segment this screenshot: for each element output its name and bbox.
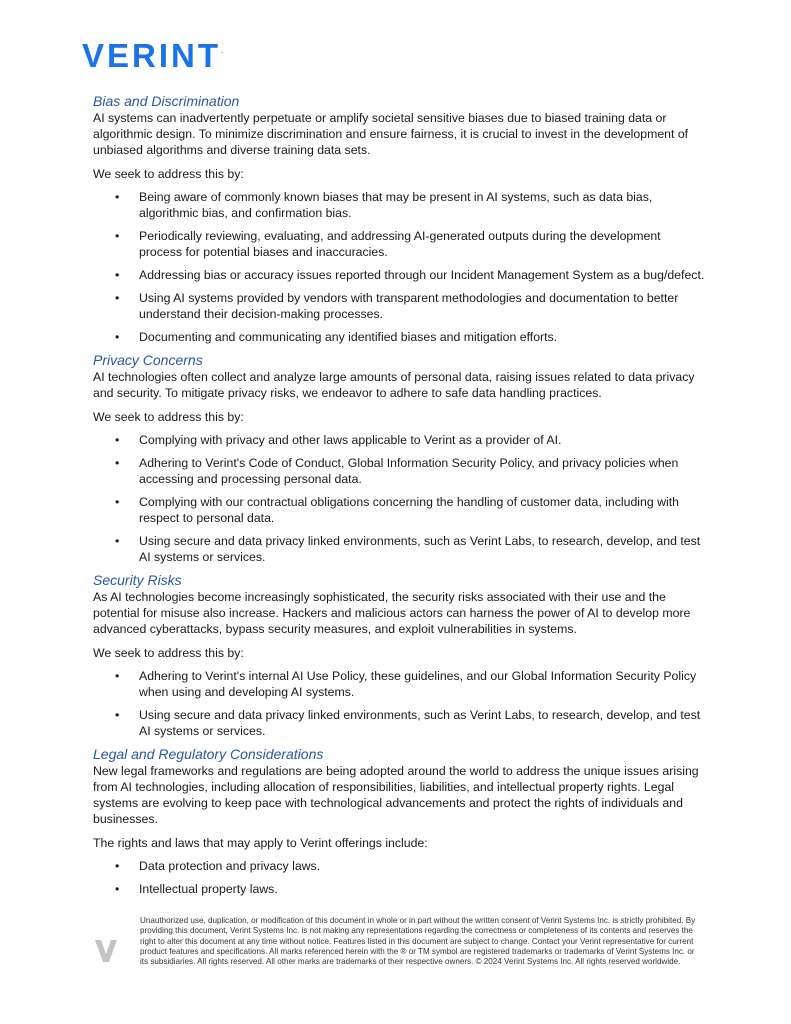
section-security: [93, 572, 705, 739]
list-item-text: Using secure and data privacy linked environments, such as Verint Labs, to research, develop, and test AI systems or services.: [139, 534, 701, 564]
list-item: [93, 329, 705, 345]
list-item-text: Complying with our contractual obligations concerning the handling of customer data, including with respect to personal data.: [139, 495, 680, 525]
section-intro: The rights and laws that may apply to Verint offerings include:: [93, 836, 428, 850]
section-intro: We seek to address this by:: [93, 167, 244, 181]
logo-text: VERINT: [82, 37, 222, 74]
bullet-icon: •: [115, 495, 120, 509]
list-item: [93, 290, 705, 322]
list-item-text: Documenting and communicating any identified biases and mitigation efforts.: [139, 330, 558, 344]
list-item: [93, 189, 705, 221]
bullet-icon: •: [115, 882, 120, 896]
list-item-text: Data protection and privacy laws.: [139, 859, 321, 873]
bullet-icon: •: [115, 669, 120, 683]
section-bias: [93, 93, 705, 345]
list-item: [93, 533, 705, 565]
list-item: [93, 707, 705, 739]
logo-tm: .: [221, 48, 223, 55]
section-paragraph: New legal frameworks and regulations are being adopted around the world to address the unique issues arising from AI technologies, including allocation of responsibilities, liabilities, and intellectual property rights. Legal systems are evolving to keep pace with technological advancements and protect the rights of individuals and businesses.: [93, 764, 699, 826]
bullet-list: [93, 858, 705, 897]
bullet-icon: •: [115, 534, 120, 548]
section-intro: We seek to address this by:: [93, 646, 244, 660]
list-item-text: Intellectual property laws.: [139, 882, 278, 896]
list-item-text: Adhering to Verint's internal AI Use Policy, these guidelines, and our Global Information Security Policy when using and developing AI systems.: [139, 669, 697, 699]
bullet-icon: •: [115, 268, 120, 282]
list-item: [93, 668, 705, 700]
list-item: [93, 267, 705, 283]
list-item-text: Complying with privacy and other laws applicable to Verint as a provider of AI.: [139, 433, 562, 447]
bullet-icon: •: [115, 433, 120, 447]
list-item-text: Addressing bias or accuracy issues reported through our Incident Management System as a bug/defect.: [139, 268, 705, 282]
list-item: [93, 858, 705, 874]
section-heading: Legal and Regulatory Considerations: [93, 746, 324, 762]
section-intro: We seek to address this by:: [93, 410, 244, 424]
list-item-text: Periodically reviewing, evaluating, and addressing AI-generated outputs during the development process for potential biases and inaccuracies.: [139, 229, 661, 259]
list-item: [93, 432, 705, 448]
section-heading: Bias and Discrimination: [93, 93, 240, 109]
list-item-text: Using secure and data privacy linked environments, such as Verint Labs, to research, develop, and test AI systems or services.: [139, 708, 701, 738]
section-heading: Security Risks: [93, 572, 182, 588]
list-item-text: Using AI systems provided by vendors with transparent methodologies and documentation to better understand their decision-making processes.: [139, 291, 679, 321]
verint-logo: [82, 38, 223, 74]
list-item: [93, 455, 705, 487]
bullet-list: [93, 189, 705, 345]
section-heading: Privacy Concerns: [93, 352, 203, 368]
bullet-icon: •: [115, 190, 120, 204]
list-item: [93, 494, 705, 526]
verint-v-mark-icon: [95, 940, 117, 962]
section-legal: [93, 746, 705, 897]
bullet-icon: •: [115, 229, 120, 243]
bullet-icon: •: [115, 859, 120, 873]
footer-disclaimer: Unauthorized use, duplication, or modification of this document in whole or in part without the written consent of Verint Systems Inc. is strictly prohibited. By providing this document, Verint Systems Inc. is not making any representations regarding the correctness or completeness of its contents and reserves the right to alter this document at any time without notice. Features listed in this document are subject to change. Contact your Verint representative for current product features and specifications. All marks referenced herein with the ® or TM symbol are registered trademarks or trademarks of Verint Systems Inc. or its subsidiaries. All rights reserved. All other marks are trademarks of their respective owners. © 2024 Verint Systems Inc. All rights reserved worldwide.: [140, 916, 696, 967]
document-body: [93, 93, 705, 904]
bullet-icon: •: [115, 708, 120, 722]
bullet-icon: •: [115, 456, 120, 470]
list-item-text: Adhering to Verint's Code of Conduct, Global Information Security Policy, and privacy policies when accessing and processing personal data.: [139, 456, 679, 486]
list-item: [93, 881, 705, 897]
section-paragraph: As AI technologies become increasingly sophisticated, the security risks associated with their use and the potential for misuse also increase. Hackers and malicious actors can harness the power of AI to develop more advanced cyberattacks, bypass security measures, and exploit vulnerabilities in systems.: [93, 590, 691, 636]
list-item-text: Being aware of commonly known biases that may be present in AI systems, such as data bias, algorithmic bias, and confirmation bias.: [139, 190, 653, 220]
section-privacy: [93, 352, 705, 565]
list-item: [93, 228, 705, 260]
section-paragraph: AI technologies often collect and analyze large amounts of personal data, raising issues related to data privacy and security. To mitigate privacy risks, we endeavor to adhere to safe data handling practices.: [93, 370, 695, 400]
bullet-list: [93, 668, 705, 739]
bullet-icon: •: [115, 330, 120, 344]
section-paragraph: AI systems can inadvertently perpetuate or amplify societal sensitive biases due to biased training data or algorithmic design. To minimize discrimination and ensure fairness, it is crucial to invest in the development of unbiased algorithms and diverse training data sets.: [93, 111, 689, 157]
bullet-list: [93, 432, 705, 565]
bullet-icon: •: [115, 291, 120, 305]
